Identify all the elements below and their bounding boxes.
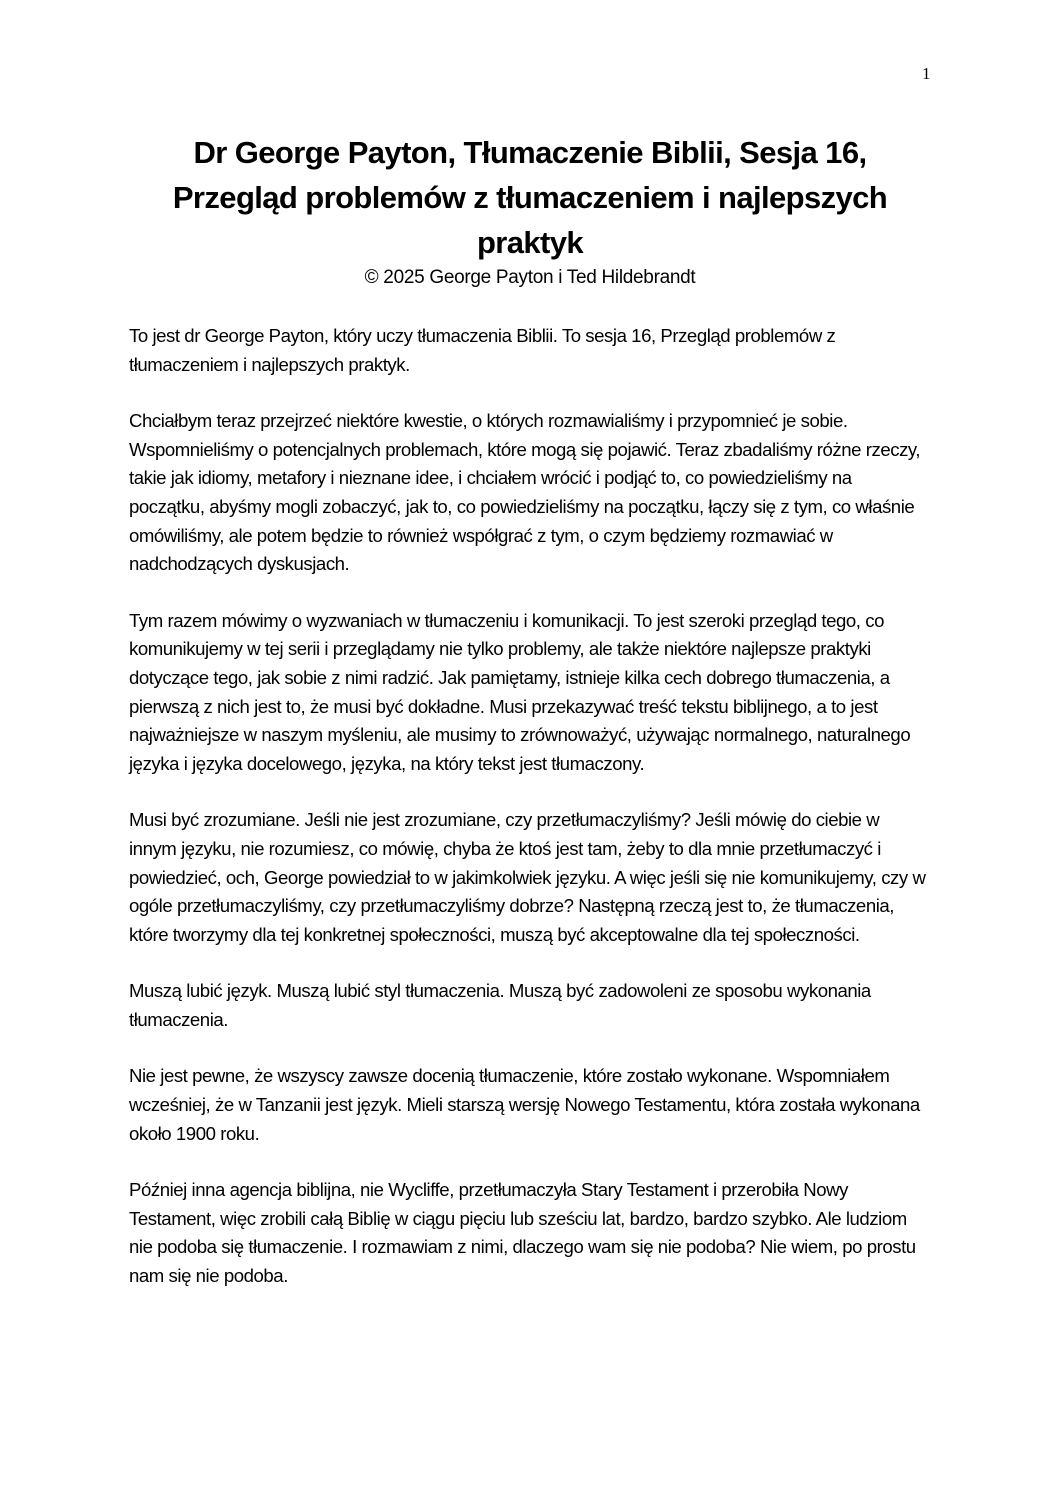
paragraph: Później inna agencja biblijna, nie Wycliffe, przetłumaczyła Stary Testament i przerobiła Nowy Testament, więc zrobili całą Biblię w ciągu pięciu lub sześciu lat, bardzo, bardzo szybko. Ale ludziom nie podoba się tłumaczenie. I rozmawiam z nimi, dlaczego wam się nie podoba? Nie wiem, po prostu nam się nie podoba. [129, 1179, 916, 1287]
copyright-notice: © 2025 George Payton i Ted Hildebrandt [364, 267, 696, 288]
paragraph: Musi być zrozumiane. Jeśli nie jest zrozumiane, czy przetłumaczyliśmy? Jeśli mówię do ciebie w innym języku, nie rozumiesz, co mówię, chyba że ktoś jest tam, żeby to dla mnie przetłumaczyć i powiedzieć, och, George powiedział to w jakimkolwiek języku. A więc jeśli się nie komunikujemy, czy w ogóle przetłumaczyliśmy, czy przetłumaczyliśmy dobrze? Następną rzeczą jest to, że tłumaczenia, które tworzymy dla tej konkretnej społeczności, muszą być akceptowalne dla tej społeczności. [129, 809, 926, 945]
document-title [100, 130, 960, 265]
page-number: 1 [922, 64, 931, 83]
paragraph: To jest dr George Payton, który uczy tłumaczenia Biblii. To sesja 16, Przegląd problemów z tłumaczeniem i najlepszych praktyk. [129, 325, 836, 375]
paragraph: Nie jest pewne, że wszyscy zawsze docenią tłumaczenie, które zostało wykonane. Wspomniałem wcześniej, że w Tanzanii jest język. Mieli starszą wersję Nowego Testamentu, która została wykonana około 1900 roku. [129, 1065, 920, 1144]
document-body [129, 322, 929, 1319]
title-line-2: Przegląd problemów z tłumaczeniem i najlepszych [172, 180, 888, 215]
document-header [100, 130, 960, 291]
title-line-1: Dr George Payton, Tłumaczenie Biblii, Sesja 16, [193, 135, 867, 170]
paragraph: Muszą lubić język. Muszą lubić styl tłumaczenia. Muszą być zadowoleni ze sposobu wykonania tłumaczenia. [129, 980, 871, 1030]
paragraph: Tym razem mówimy o wyzwaniach w tłumaczeniu i komunikacji. To jest szeroki przegląd tego, co komunikujemy w tej serii i przeglądamy nie tylko problemy, ale także niektóre najlepsze praktyki dotyczące tego, jak sobie z nimi radzić. Jak pamiętamy, istnieje kilka cech dobrego tłumaczenia, a pierwszą z nich jest to, że musi być dokładne. Musi przekazywać treść tekstu biblijnego, a to jest najważniejsze w naszym myśleniu, ale musimy to zrównoważyć, używając normalnego, naturalnego języka i języka docelowego, języka, na który tekst jest tłumaczony. [129, 609, 911, 774]
paragraph: Chciałbym teraz przejrzeć niektóre kwestie, o których rozmawialiśmy i przypomnieć je sobie. Wspomnieliśmy o potencjalnych problemach, które mogą się pojawić. Teraz zbadaliśmy różne rzeczy, takie jak idiomy, metafory i nieznane idee, i chciałem wrócić i podjąć to, co powiedzieliśmy na początku, abyśmy mogli zobaczyć, jak to, co powiedzieliśmy na początku, łączy się z tym, co właśnie omówiliśmy, ale potem będzie to również współgrać z tym, o czym będziemy rozmawiać w nadchodzących dyskusjach. [129, 410, 921, 575]
title-line-3: praktyk [476, 225, 584, 260]
